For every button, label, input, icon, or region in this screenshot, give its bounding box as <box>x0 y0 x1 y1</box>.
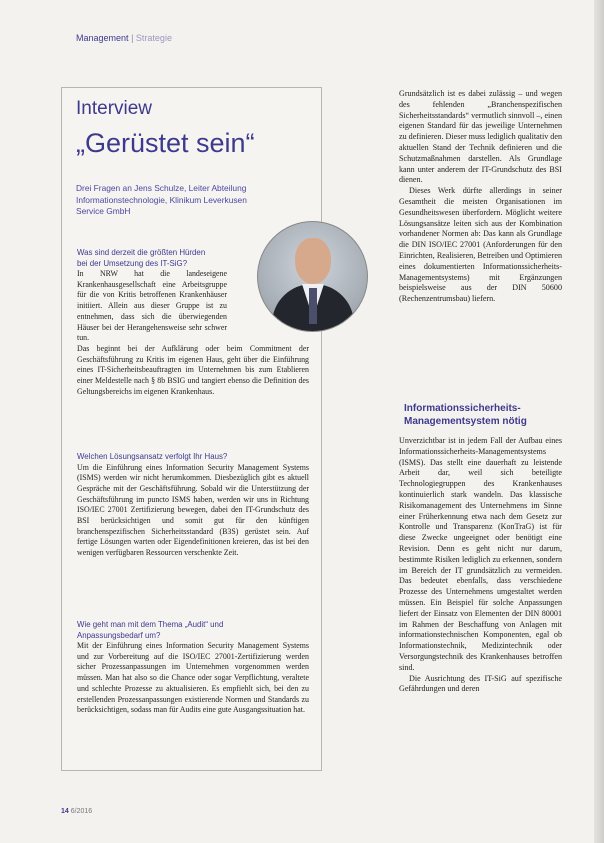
answer-3: Mit der Einführung eines Information Security Management Systems und zur Vorbereitung auf die ISO/IEC 27001-Zertifizierung werden sicher Prozessanpassungen im Unternehmen vorgenommen werden müssen. Man hat also so die Chance oder sogar Verpflichtung, veraltete und schlechte Prozesse zu aktualisieren. Es empfiehlt sich, bei den zu erstellenden Prozessanpassungen existierende Normen und Standards zu berücksichtigen, sodass man für Audits eine gute Ausgangssituation hat. <box>77 641 309 715</box>
article-column-top <box>399 89 562 305</box>
section-name: Management <box>76 33 129 43</box>
answer-1-part-1: In NRW hat die landeseigene Krankenhausgesellschaft eine Arbeitsgruppe für die von Kritis betroffenen Krankenhäuser initiiert. Allein aus dieser Gruppe ist zu entnehmen, dass sich die überwiegenden Häuser bei der Herangehensweise sehr schwer tun. <box>77 269 227 343</box>
interview-kicker: Interview <box>76 98 153 119</box>
interview-title: „Gerüstet sein“ <box>76 128 255 158</box>
interview-box <box>61 87 322 771</box>
interview-lead: Drei Fragen an Jens Schulze, Leiter Abteilung Informationstechnologie, Klinikum Leverkusen Service GmbH <box>76 183 247 216</box>
page-footer <box>61 808 92 815</box>
issue-label: 6/2016 <box>70 808 93 815</box>
article-paragraph-1: Grundsätzlich ist es dabei zulässig – und wegen des fehlenden „Branchenspezifischen Sicherheitsstandards“ vermutlich sinnvoll –, einen eigenen Standard für das jeweilige Unternehmen zu definieren. Dieser muss lediglich qualitativ den aktuellen Stand der Technik definieren und die Schutzmaßnahmen darstellen. Als Grundlage kann unter anderem der IT-Grundschutz des BSI dienen. <box>399 89 562 185</box>
article-paragraph-4: Die Ausrichtung des IT-SiG auf spezifische Gefährdungen und deren <box>399 673 562 694</box>
article-subheading: Informationssicherheits-Managementsystem nötig <box>404 403 527 427</box>
section-breadcrumb <box>76 33 172 43</box>
subsection-name: Strategie <box>135 33 172 43</box>
page-number: 14 <box>61 808 69 815</box>
breadcrumb-separator: | <box>131 33 134 43</box>
answer-1-part-2: Das beginnt bei der Aufklärung oder beim Commitment der Geschäftsführung zu Kritis im eigenen Haus, geht über die Einführung eines IT-Sicherheitsbeauftragten im Unternehmen bis zum Etablieren einer Meldestelle nach § 8b BSIG und tangiert ebenso die Definition des Geltungsbereichs im eigenen Krankenhaus. <box>77 343 309 396</box>
question-2: Welchen Lösungsansatz verfolgt Ihr Haus? <box>77 452 228 461</box>
question-1: Was sind derzeit die größten Hürden bei der Umsetzung des IT-SiG? <box>77 248 206 268</box>
article-paragraph-2: Dieses Werk dürfte allerdings in seiner Gesamtheit die meisten Organisationen im Gesundheitswesen überfordern. Möglicht weitere Lösungsansätze leiten sich aus der Kombination vorhandener Normen ab: Das kann als Grundlage die DIN ISO/IEC 27001 (Anforderungen für den Einrichten, Realisieren, Betreiben und Optimieren eines dokumentierten Informationssicherheits-Managementsystems) mit Ergänzungen beispielsweise aus der DIN 50600 (Rechenzentrumsbau) liefern. <box>399 186 562 304</box>
article-paragraph-3: Unverzichtbar ist in jedem Fall der Aufbau eines Informationssicherheits-Managementsystems (ISMS). Das stellt eine dauerhaft zu leistende Arbeit dar, weil sich beteiligte Technologiegruppen des Krankenhauses kontinuierlich stark wandeln. Das klassische Risikomanagement des Unternehmens im Sinne einer Früherkennung etwa nach dem Gesetz zur Kontrolle und Transparenz (KonTraG) ist für diese Zwecke ungeeignet oder benötigt eine Revision. Denn es geht nicht nur darum, bestimmte Risiken lediglich zu erkennen, sondern im Bereich der IT grundsätzlich zu vermeiden. Das bedeutet ebenfalls, dass verschiedene Prozesse des Unternehmens umgestaltet werden müssen. Ein Beispiel für solche Anpassungen liefert der Einsatz von Elementen der DIN 80001 im Rahmen der Beschaffung von Anlagen mit informationstechnischen Komponenten, egal ob Informationstechnik, Medizintechnik oder Versorgungstechnik des Krankenhauses betroffen sind. <box>399 436 562 672</box>
page-fold-shadow <box>594 0 604 843</box>
answer-2: Um die Einführung eines Information Security Management Systems (ISMS) werden wir nicht herumkommen. Diesbezüglich gibt es aktuell Gespräche mit der Geschäftsführung. Sobald wir die Unterstützung der Geschäftsführung im puncto ISMS haben, werden wir uns in Richtung ISO/IEC 27001 Zertifizierung bewegen, dabei den IT-Grundschutz des BSI berücksichtigen und somit gut für den künftigen branchenspezifischen Sicherheitsstandard (B3S) gerüstet sein. Auf fertige Lösungen warten oder Eigendefinitionen kreieren, das ist bei den wenigen verfügbaren Ressourcen verschenkte Zeit. <box>77 462 309 558</box>
question-3: Wie geht man mit dem Thema „Audit“ und Anpassungsbedarf um? <box>77 620 224 640</box>
article-column-bottom <box>399 436 562 695</box>
qa-block-2 <box>77 452 309 559</box>
qa-block-1 <box>77 248 309 397</box>
qa-block-3 <box>77 620 309 716</box>
